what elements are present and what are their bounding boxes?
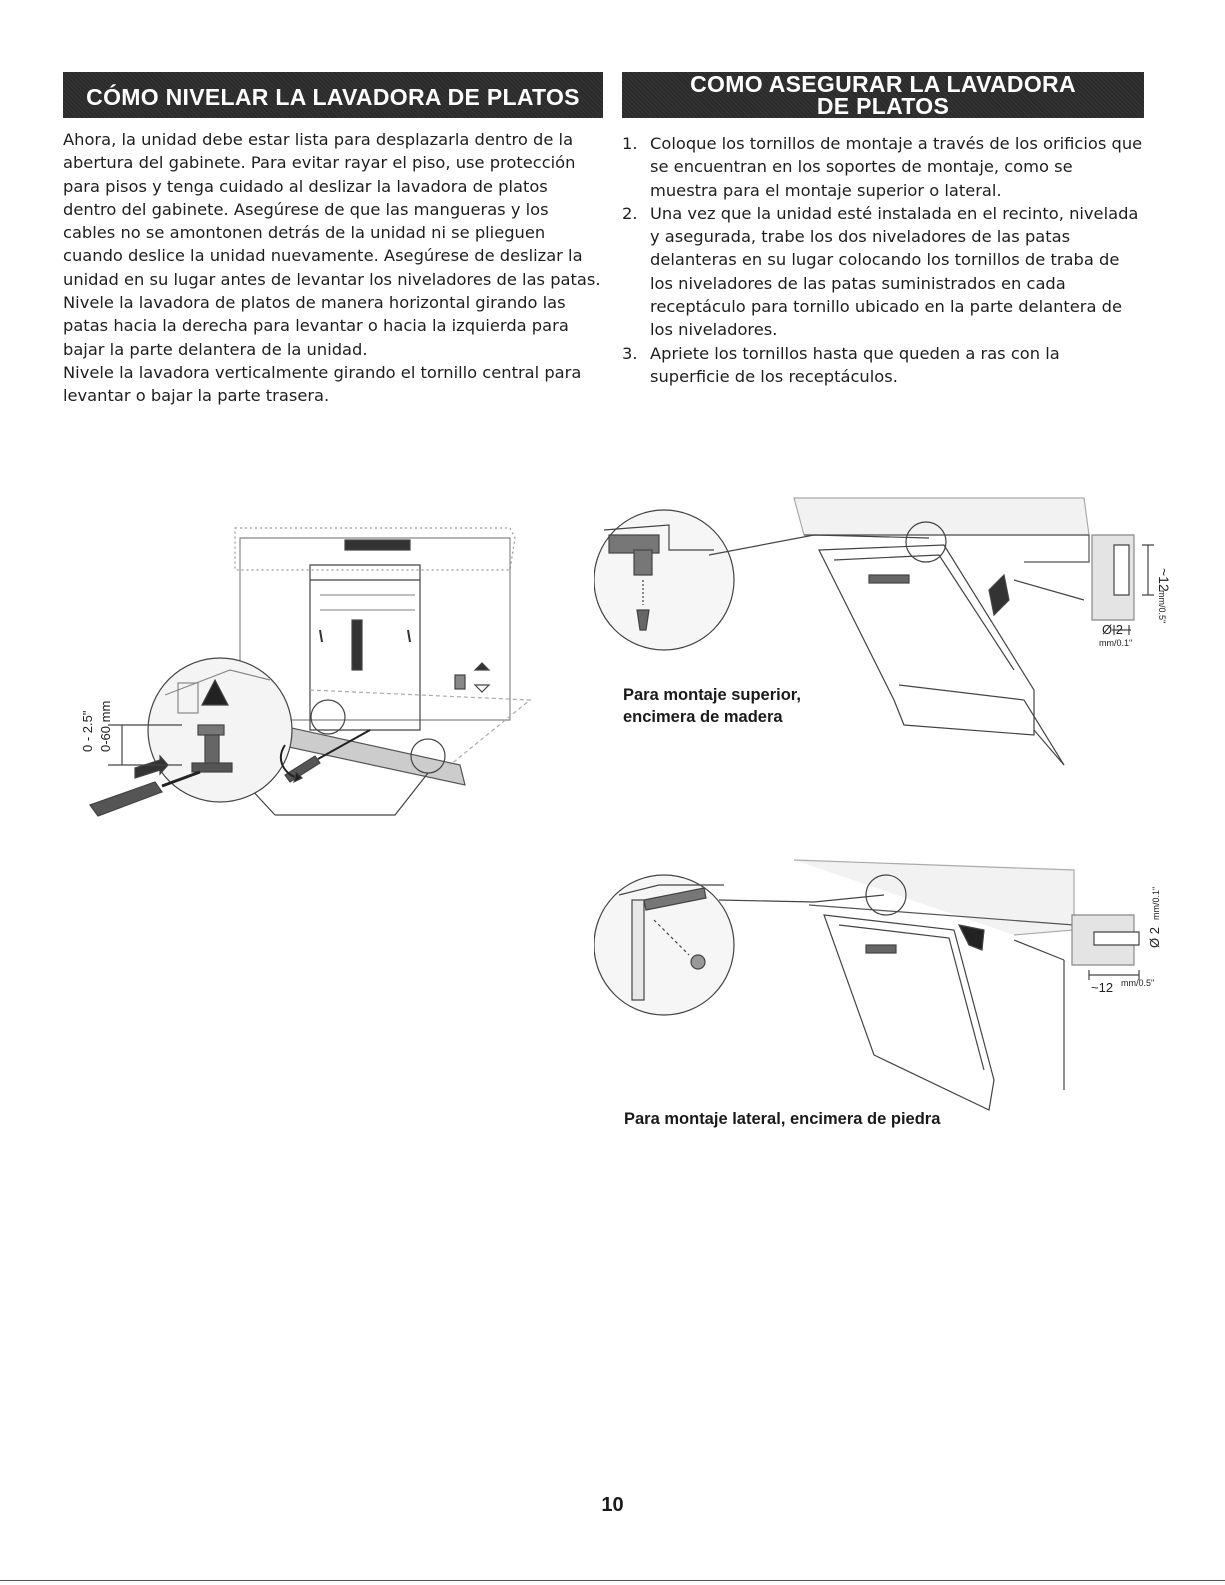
top-dim-depth-unit: mm/0.5" (1157, 590, 1167, 624)
top-mount-illustration (594, 490, 1194, 780)
leveling-body (63, 128, 603, 408)
step-text: Apriete los tornillos hasta que queden a ras con la superficie de los receptáculos. (650, 343, 1060, 386)
leveling-dim-mm: 0-60 mm (98, 700, 113, 752)
step-item (622, 202, 1144, 342)
step-number: 2. (622, 203, 638, 223)
leveling-illustration (70, 520, 540, 830)
step-text: Coloque los tornillos de montaje a través de los orificios que se encuentran en los soportes de montaje, como se muestra para el montaje superior o lateral. (650, 134, 1143, 200)
leveling-paragraph-1: Ahora, la unidad debe estar lista para desplazarla dentro de la abertura del gabinete. Para evitar rayar el piso, use protección para pisos y tenga cuidado al deslizar la lavadora de platos dentro del gabinete. Asegúrese de que las mangueras y los cables no se amontonen detrás de la unidad ni se plieguen cuando deslice la unidad nuevamente. Asegúrese de deslizar la unidad en su lugar antes de levantar los niveladores de las patas. (63, 130, 601, 289)
side-mount-caption: Para montaje lateral, encimera de piedra (624, 1110, 941, 1128)
leveling-section (63, 72, 603, 408)
leveling-paragraph-3: Nivele la lavadora verticalmente girando el tornillo central para levantar o bajar la parte trasera. (63, 362, 582, 406)
side-dim-diameter: Ø 2 (1147, 927, 1162, 948)
securing-steps (622, 132, 1144, 388)
leveling-heading: CÓMO NIVELAR LA LAVADORA DE PLATOS (63, 72, 603, 118)
top-dim-diameter-unit: mm/0.1" (1099, 638, 1133, 648)
step-text: Una vez que la unidad esté instalada en el recinto, nivelada y asegurada, trabe los dos niveladores de las patas delanteras en su lugar colocando los tornillos de traba de los niveladores de las patas suministrados en cada receptáculo para tornillo ubicado en la parte delantera de los niveladores. (650, 203, 1139, 340)
page-bottom-rule (0, 1580, 1225, 1581)
step-item (622, 342, 1144, 389)
top-dim-depth: ~12 (1156, 568, 1172, 592)
step-number: 3. (622, 343, 638, 363)
side-dim-depth-unit: mm/0.5" (1121, 978, 1155, 988)
top-mount-caption-line-1: Para montaje superior, (623, 686, 801, 704)
side-mount-illustration (594, 840, 1194, 1130)
top-mount-caption-line-2: encimera de madera (623, 708, 783, 726)
top-dim-diameter: Ø 2 (1102, 622, 1123, 637)
step-number: 1. (622, 134, 638, 153)
leveling-dim-inches: 0 - 2.5" (80, 710, 95, 752)
securing-heading-line-1: COMO ASEGURAR LA LAVADORA (690, 71, 1076, 97)
securing-heading (622, 72, 1144, 118)
leveling-paragraph-2: Nivele la lavadora de platos de manera horizontal girando las patas hacia la derecha para levantar o hacia la izquierda para bajar la parte delantera de la unidad. (63, 293, 569, 359)
page-number: 10 (601, 1494, 624, 1516)
side-dim-diameter-unit: mm/0.1" (1151, 886, 1161, 920)
securing-section (622, 72, 1144, 388)
top-mount-caption (623, 684, 801, 728)
step-item (622, 132, 1144, 202)
securing-heading-line-2: DE PLATOS (816, 93, 950, 119)
side-dim-depth: ~12 (1091, 980, 1114, 995)
